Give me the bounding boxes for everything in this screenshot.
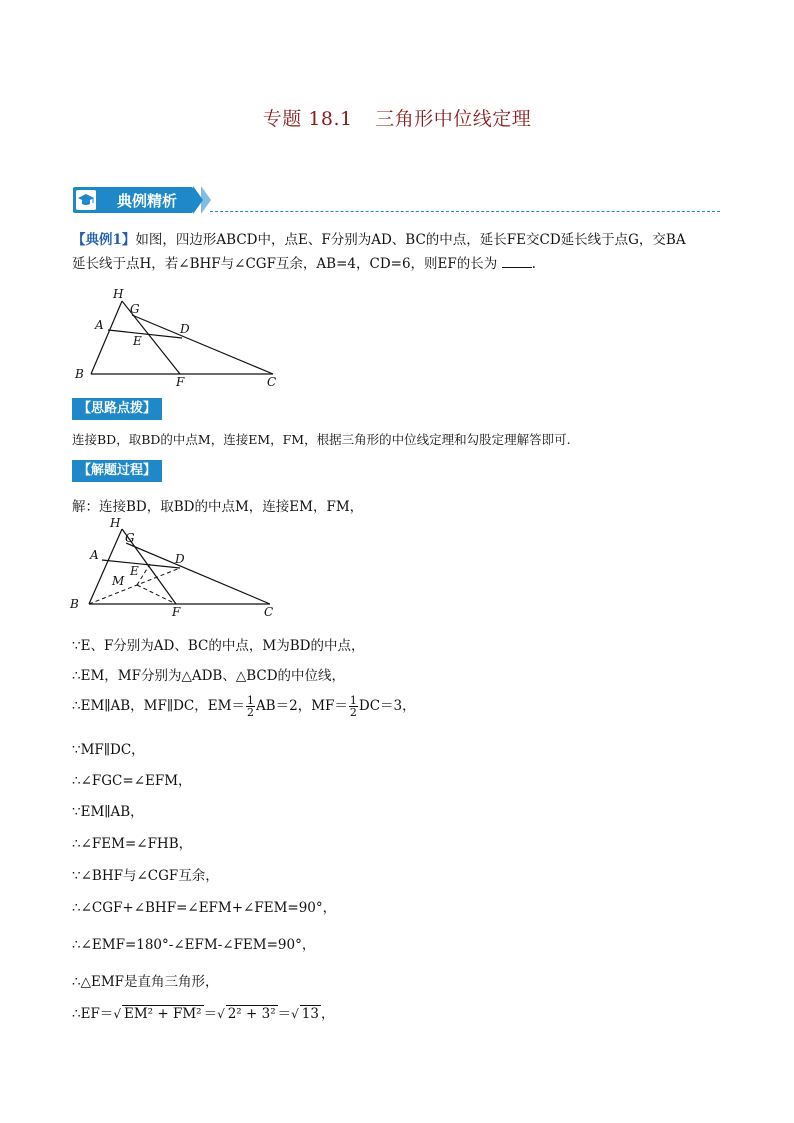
sqrt-expression: EM² + FM²	[123, 1006, 202, 1022]
solution-step-9: ∴∠CGF+∠BHF=∠EFM+∠FEM=90°，	[72, 900, 337, 916]
figure-2	[62, 515, 282, 621]
solution-step-1: ∵E、F分别为AD、BC的中点，M为BD的中点，	[72, 638, 365, 654]
page-title	[0, 104, 794, 131]
figure-1-label-a: A	[95, 318, 104, 332]
solution-step-8: ∵∠BHF与∠CGF互余，	[72, 868, 219, 884]
figure-2-label-g: G	[125, 531, 135, 545]
solution-step-2: ∴EM，MF分别为△ADB、△BCD的中位线，	[72, 668, 346, 684]
solution-step-6: ∵EM∥AB，	[72, 804, 144, 820]
figure-1-label-d: D	[180, 322, 190, 336]
section-divider	[210, 211, 720, 212]
topic-number: 专题 18.1	[262, 108, 353, 130]
example-problem	[72, 228, 732, 276]
figure-1-segment-cg	[132, 315, 273, 374]
figure-2-label-d: D	[175, 552, 185, 566]
section-header	[73, 187, 193, 213]
figure-2-label-e: E	[130, 564, 139, 578]
figure-2-label-c: C	[264, 605, 274, 619]
figure-1-label-c: C	[267, 375, 277, 389]
sqrt-expression: 2² + 3²	[227, 1006, 276, 1022]
solution-step-4: ∵MF∥DC，	[72, 742, 145, 758]
answer-blank	[502, 253, 532, 268]
figure-2-label-a: A	[90, 548, 99, 562]
hint-text: 连接BD，取BD的中点M，连接EM，FM，根据三角形的中位线定理和勾股定理解答即可.	[72, 432, 571, 447]
section-label: 典例精析	[117, 192, 178, 210]
hint-tag: 【思路点拨】	[72, 398, 162, 420]
example-line-1: 如图，四边形ABCD中，点E、F分别为AD、BC的中点，延长FE交CD延长线于点G，交BA	[135, 232, 686, 248]
figure-2-label-m: M	[112, 574, 125, 588]
graduation-cap-icon	[76, 190, 96, 210]
solution-intro: 解：连接BD，取BD的中点M，连接EM，FM，	[72, 499, 364, 515]
figure-1-label-b: B	[75, 367, 84, 381]
figure-2-dashed-mf	[137, 585, 176, 604]
solution-step-3: ∴EM∥AB，MF∥DC，EM＝ $\frac{1}{2}$ AB＝2，MF＝ $\frac{1}{2}$ DC＝3，	[72, 694, 416, 719]
figure-2-label-b: B	[70, 597, 79, 611]
figure-1-label-h: H	[113, 287, 124, 301]
fraction-half: $\frac{1}{2}$	[349, 694, 357, 719]
chevron-right-icon	[201, 186, 211, 214]
solution-step-11: ∴△EMF是直角三角形，	[72, 974, 219, 990]
example-line-2: 延长线于点H，若∠BHF与∠CGF互余，AB=4，CD=6，则EF的长为	[72, 256, 498, 272]
topic-name: 三角形中位线定理	[375, 108, 532, 130]
example-line-2-end: .	[531, 256, 536, 272]
fraction-half: $\frac{1}{2}$	[246, 694, 254, 719]
figure-2-label-f: F	[172, 605, 181, 619]
figure-2-label-h: H	[110, 516, 121, 530]
figure-1-label-g: G	[130, 302, 140, 316]
solution-step-12: ∴EF＝√ EM² + FM² ＝√ 2² + 3² ＝√ 13 ，	[72, 1006, 335, 1022]
figure-1	[70, 284, 290, 390]
figure-2-dashed-me	[137, 564, 150, 585]
solution-tag: 【解题过程】	[72, 460, 162, 482]
example-tag: 【典例1】	[72, 232, 136, 248]
solution-step-10: ∴∠EMF=180°-∠EFM-∠FEM=90°，	[72, 937, 316, 953]
figure-1-label-e: E	[133, 334, 142, 348]
figure-1-label-f: F	[176, 375, 185, 389]
solution-step-7: ∴∠FEM=∠FHB，	[72, 836, 193, 852]
sqrt-expression: 13	[301, 1006, 319, 1022]
figure-1-segment-bh	[91, 301, 122, 374]
solution-step-5: ∴∠FGC=∠EFM，	[72, 773, 192, 789]
